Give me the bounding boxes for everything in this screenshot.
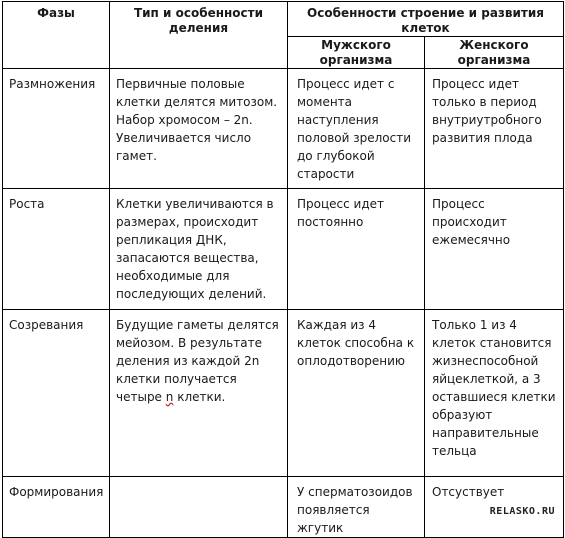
spellcheck-mark: n: [165, 390, 174, 404]
male-cell: Каждая из 4 клеток способна к оплодотворению: [288, 310, 425, 477]
male-cell: Процесс идет постоянно: [288, 189, 425, 310]
watermark: RELASKO.RU: [489, 506, 555, 517]
table-row: [3, 69, 564, 189]
division-cell: Клетки увеличиваются в размерах, происходит репликация ДНК, запасаются вещества, необходимые для последующих делений.: [110, 189, 288, 310]
division-text-tail: клетки.: [177, 390, 226, 404]
division-cell: Первичные половые клетки делятся митозом. Набор хромосом – 2n. Увеличивается число гамет.: [110, 69, 288, 189]
table-row: [3, 189, 564, 310]
female-cell: Процесс происходит ежемесячно: [425, 189, 564, 310]
phase-cell: Созревания: [3, 310, 110, 477]
division-cell: [110, 310, 288, 477]
phase-cell: Размножения: [3, 69, 110, 189]
female-cell: Процесс идет только в период внутриутробного развития плода: [425, 69, 564, 189]
header-phases: Фазы: [3, 2, 110, 69]
header-division: Тип и особенности деления: [110, 2, 288, 69]
male-cell: У сперматозоидов появляется жгутик: [288, 477, 425, 538]
phase-cell: Роста: [3, 189, 110, 310]
table-row: [3, 310, 564, 477]
female-cell: Только 1 из 4 клеток становится жизнеспособной яйцеклеткой, а 3 оставшиеся клетки образуют направительные тельца: [425, 310, 564, 477]
phase-cell: Формирования: [3, 477, 110, 538]
header-female: Женского организма: [425, 37, 564, 69]
division-text: Будущие гаметы делятся мейозом. В результате деления из каждой 2n клетки получается четыре: [116, 318, 279, 404]
header-male: Мужского организма: [288, 37, 425, 69]
female-cell: Отсуствует: [425, 477, 564, 538]
header-cells: Особенности строение и развития клеток: [288, 2, 564, 37]
meiosis-phases-table: [2, 1, 564, 538]
table-row: [3, 477, 564, 538]
division-cell: [110, 477, 288, 538]
male-cell: Процесс идет с момента наступления половой зрелости до глубокой старости: [288, 69, 425, 189]
